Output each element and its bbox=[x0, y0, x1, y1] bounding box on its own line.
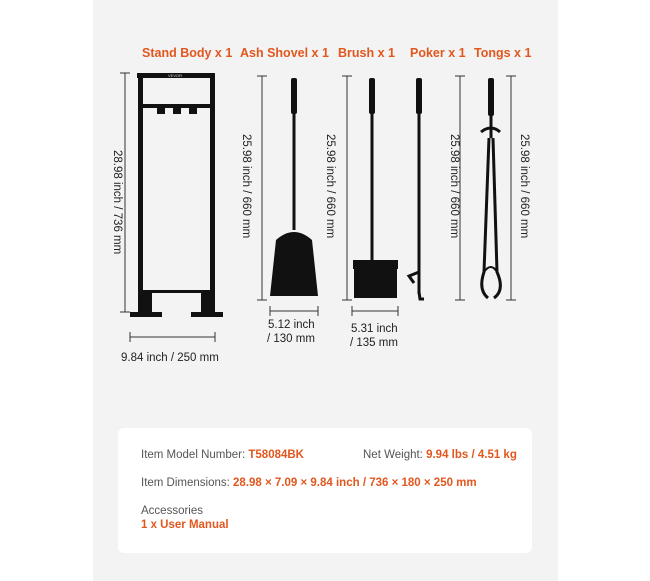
tongs-image bbox=[481, 78, 500, 298]
ash-shovel-image bbox=[270, 78, 318, 296]
poker-title: Poker x 1 bbox=[410, 46, 466, 60]
stand-body-title: Stand Body x 1 bbox=[142, 46, 233, 60]
ash-shovel-title: Ash Shovel x 1 bbox=[240, 46, 329, 60]
brush-width-dimension-line bbox=[352, 306, 398, 316]
item-dimensions bbox=[141, 477, 477, 489]
poker-image bbox=[409, 78, 424, 299]
poker-length-label: 25.98 inch / 660 mm bbox=[448, 134, 460, 239]
tongs-length-label: 25.98 inch / 660 mm bbox=[518, 134, 530, 239]
shovel-width-dimension-line bbox=[270, 306, 318, 316]
stand-height-label: 28.98 inch / 736 mm bbox=[111, 150, 123, 255]
stand-width-dimension-line bbox=[130, 332, 215, 342]
accessories-value bbox=[141, 519, 229, 531]
weight-value: 9.94 lbs / 4.51 kg bbox=[426, 449, 517, 461]
dimensions-label: Item Dimensions: bbox=[141, 477, 234, 489]
brush-length-dimension-line bbox=[342, 76, 352, 300]
brush-width-label-2: / 135 mm bbox=[350, 337, 398, 349]
dimensions-value: 28.98 × 7.09 × 9.84 inch / 736 × 180 × 250 mm bbox=[233, 477, 477, 489]
shovel-width-label-2: / 130 mm bbox=[267, 333, 315, 345]
model-label: Item Model Number: bbox=[141, 449, 249, 461]
shovel-length-label: 25.98 inch / 660 mm bbox=[240, 134, 252, 239]
brush-title: Brush x 1 bbox=[338, 46, 395, 60]
net-weight bbox=[363, 449, 517, 461]
model-value: T58084BK bbox=[248, 449, 304, 461]
specifications-card bbox=[118, 428, 532, 553]
shovel-width-label-1: 5.12 inch bbox=[268, 319, 315, 331]
brush-image bbox=[353, 78, 398, 298]
shovel-length-dimension-line bbox=[257, 76, 267, 300]
stand-width-label: 9.84 inch / 250 mm bbox=[121, 352, 219, 364]
weight-label: Net Weight: bbox=[363, 449, 427, 461]
user-manual-text: 1 x User Manual bbox=[141, 519, 229, 531]
brush-width-label-1: 5.31 inch bbox=[351, 323, 398, 335]
stand-body-image bbox=[130, 73, 223, 317]
tongs-title: Tongs x 1 bbox=[474, 46, 532, 60]
tongs-length-dimension-line bbox=[506, 76, 516, 300]
item-model-number bbox=[141, 449, 304, 461]
brush-length-label: 25.98 inch / 660 mm bbox=[324, 134, 336, 239]
svg-text:VEVOR: VEVOR bbox=[168, 73, 183, 78]
accessories-label: Accessories bbox=[141, 505, 203, 517]
